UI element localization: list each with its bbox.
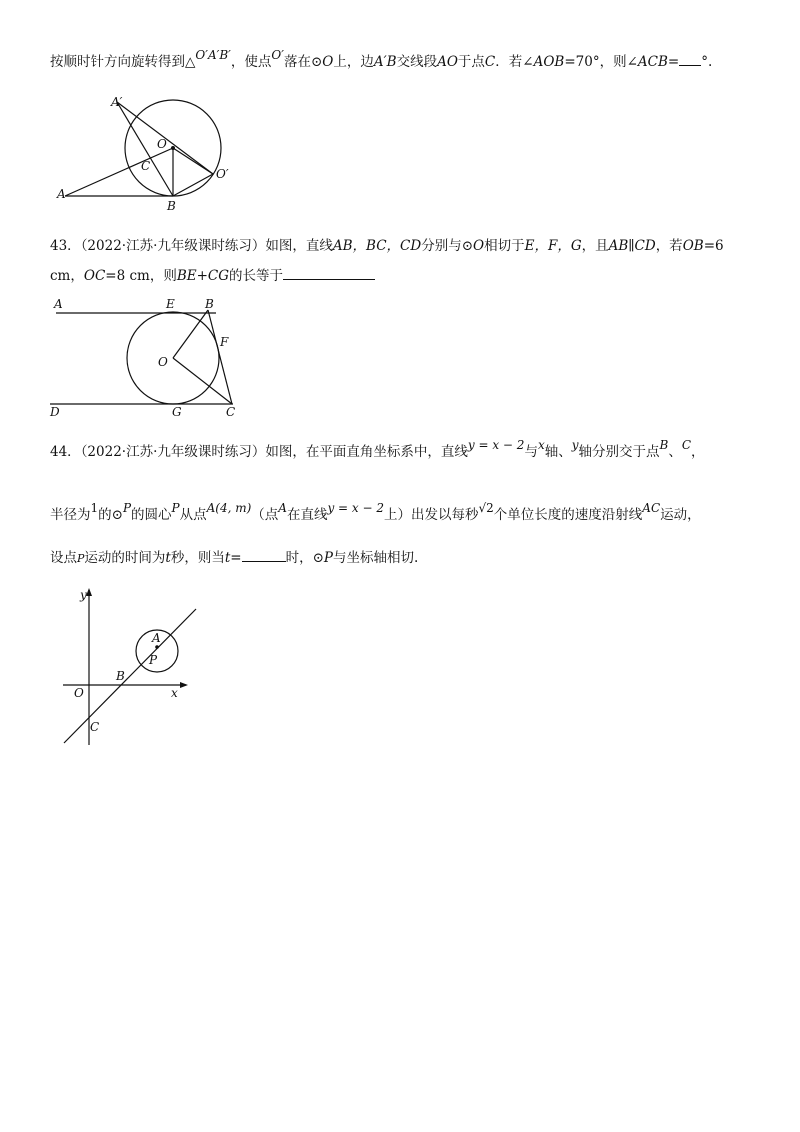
label-a: A [54,297,63,311]
label-d: D [50,405,60,419]
q43-figure [48,296,248,421]
label-o: O [158,355,168,369]
label-b: B [205,297,214,311]
label-c: C [90,720,100,734]
q44-figure [58,585,208,750]
q44-text-line1: 44．（2022·江苏·九年级课时练习）如图，在平面直角坐标系中，直线y = x − 2与x轴、y轴分别交于点B、C， [50,438,705,460]
label-p: P [149,653,158,667]
label-f: F [220,335,229,349]
label-o: O [74,686,84,700]
label-o: O [157,137,167,151]
answer-blank-q44[interactable] [242,561,286,562]
label-c: C [226,405,236,419]
q42-figure [55,88,245,213]
answer-blank-q42[interactable] [679,65,701,66]
label-a: A [152,631,161,645]
label-b: B [167,199,176,213]
q43-text-line2: cm，OC=8 cm，则BE+CG的长等于 [50,266,760,286]
label-e: E [166,297,175,311]
label-a-prime: A′ [111,95,123,109]
label-c: C [141,159,151,173]
q42-text-line1: 按顺时针方向旋转得到△O′A′B′，使点O′落在⊙O上，边A′B交线段AO于点C．若∠AOB=70°，则∠ACB= °. [50,48,713,70]
label-a: A [57,187,66,201]
label-y-axis: y [80,588,87,602]
question-source: （2022·江苏·九年级课时练习） [80,238,266,254]
question-number: 44． [50,444,81,460]
question-source: （2022·江苏·九年级课时练习） [80,444,266,460]
label-o-prime: O′ [216,167,229,181]
q44-text-line2: 半径为1的⊙P的圆心P从点A(4, m)（点A在直线y = x − 2上）出发以每秒√2个单位长度的速度沿射线AC运动， [50,501,701,523]
answer-blank-q43[interactable] [283,279,375,280]
label-g: G [172,405,182,419]
question-number: 43． [50,238,81,254]
label-b: B [116,669,125,683]
q44-text-line3: 设点P运动的时间为t秒，则当t= 时，⊙P与坐标轴相切. [50,550,419,566]
q43-text-line1: 43．（2022·江苏·九年级课时练习）如图，直线AB，BC，CD分别与⊙O相切于E，F，G，且AB∥CD，若OB=6 [50,238,724,254]
label-x-axis: x [171,686,178,700]
